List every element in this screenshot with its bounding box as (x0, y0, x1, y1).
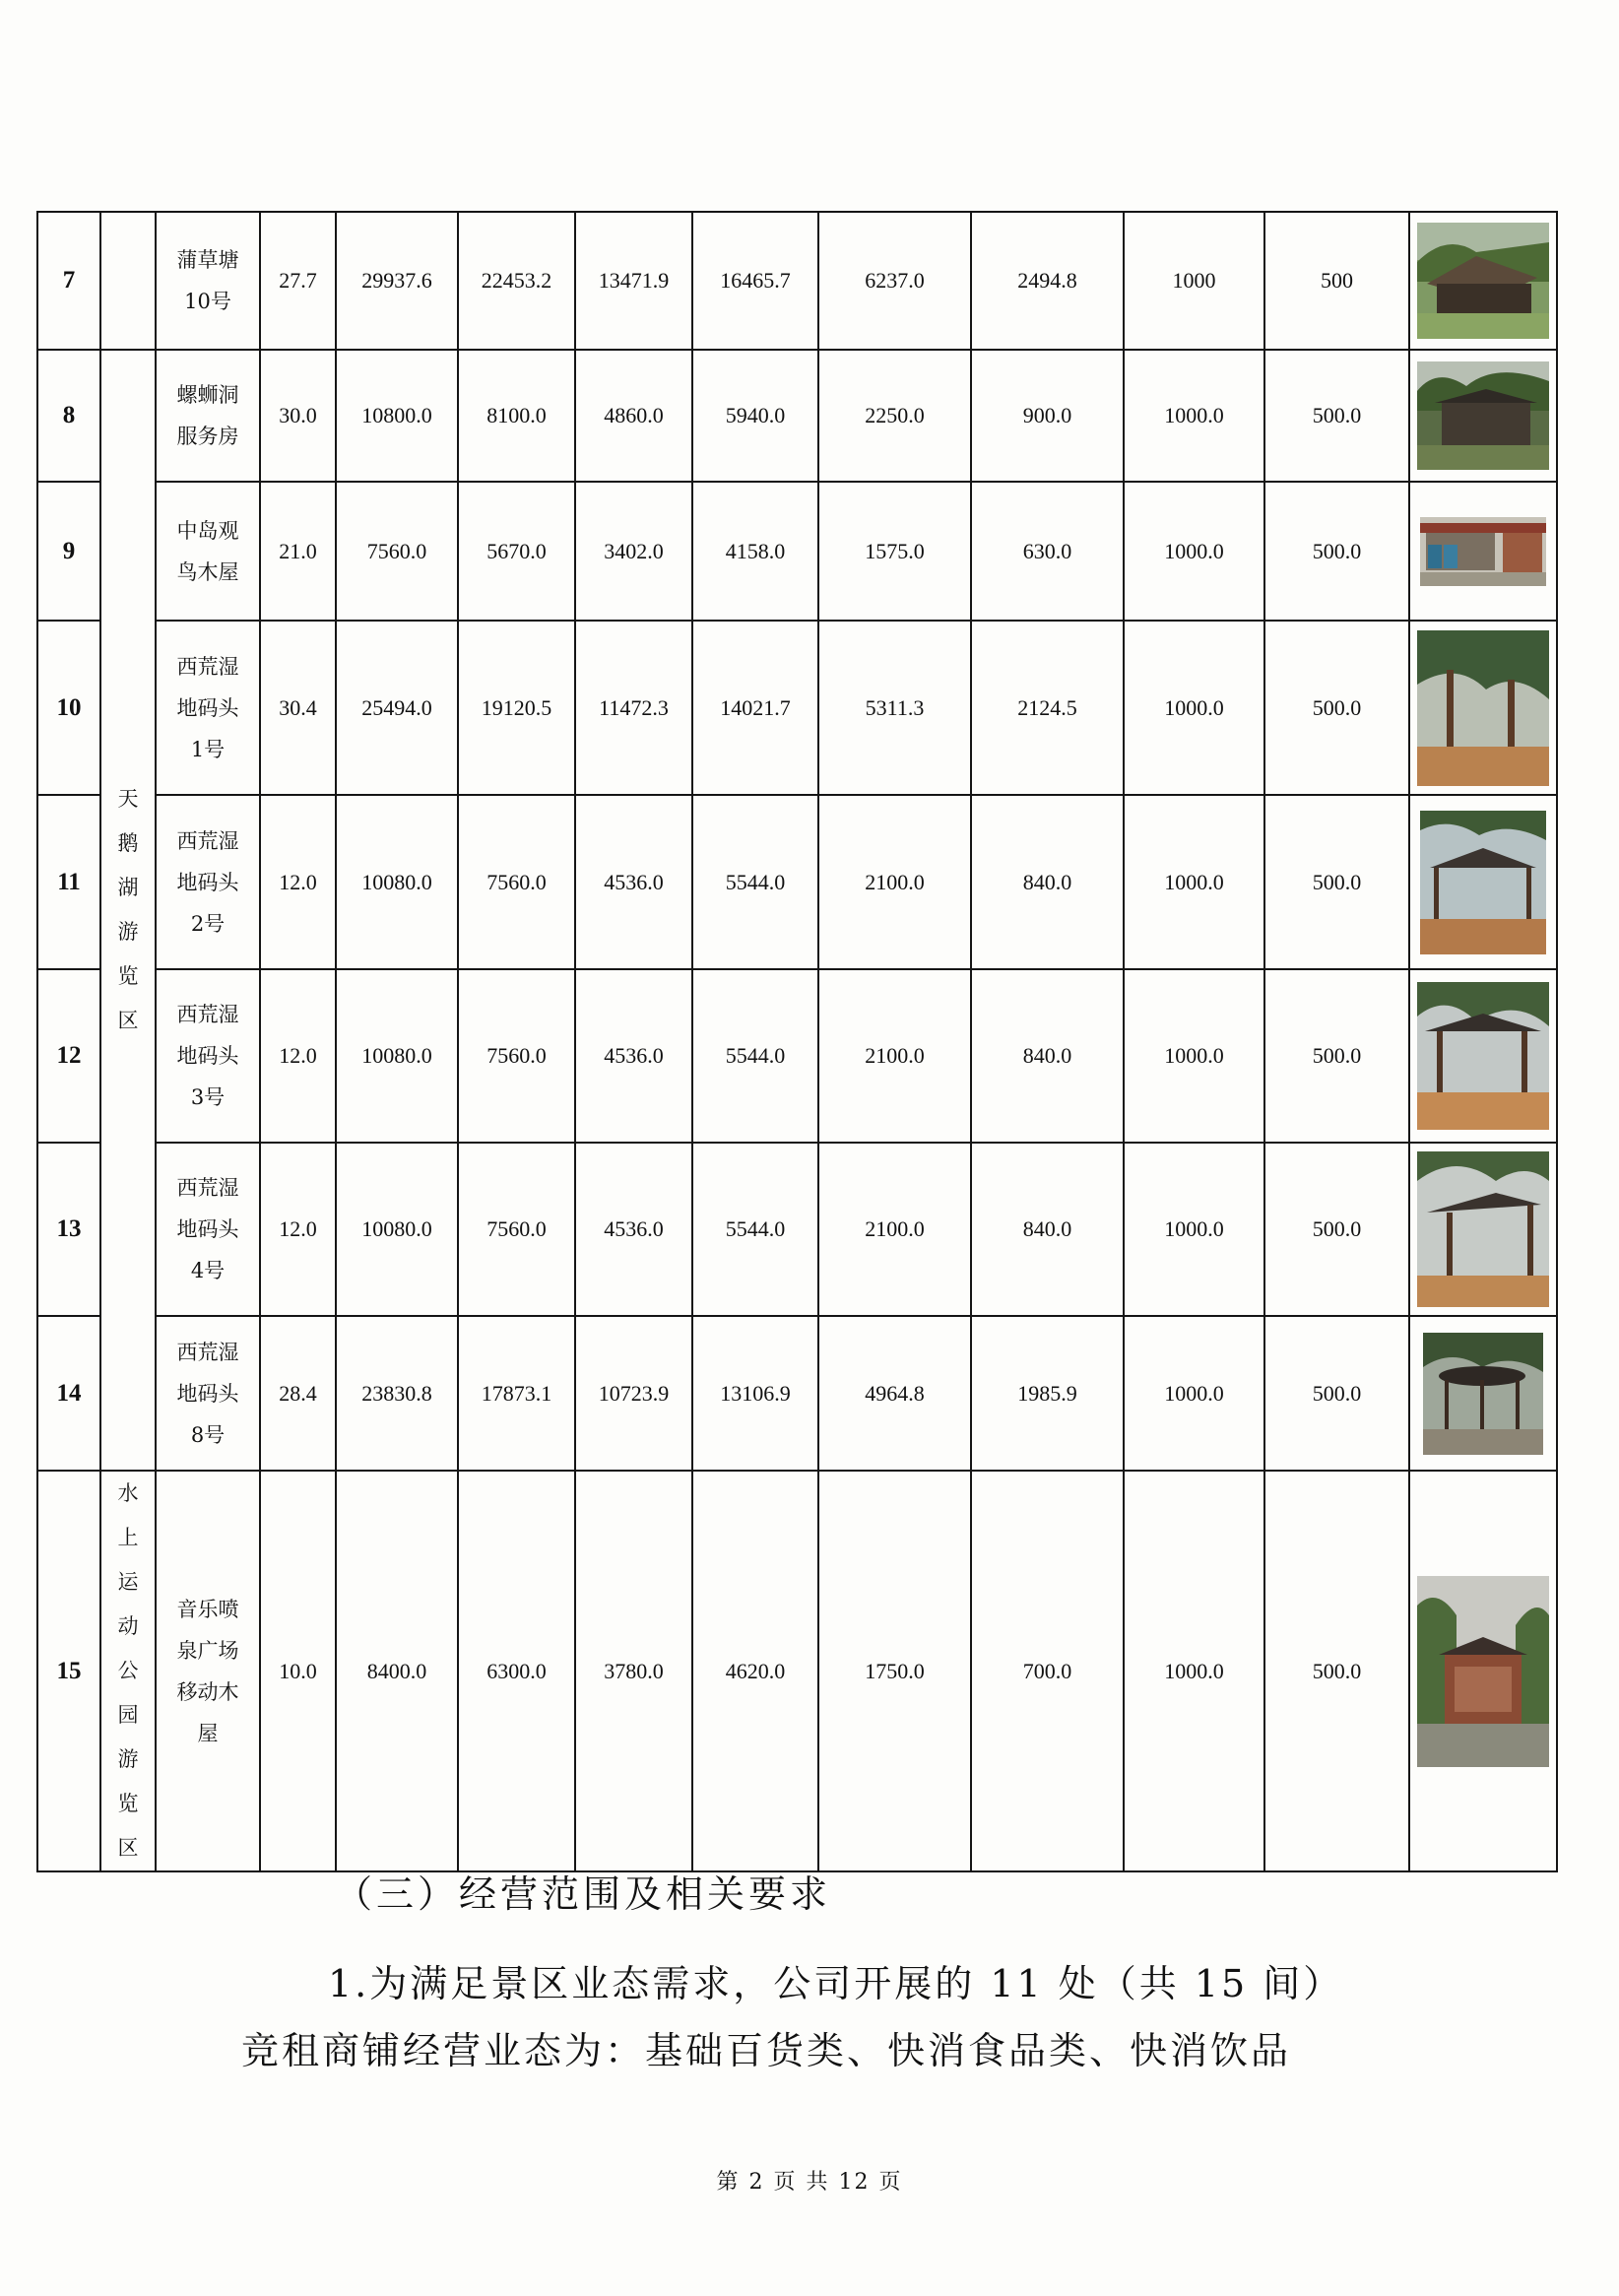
floor-area: 12.0 (260, 969, 336, 1143)
value-5: 5311.3 (818, 621, 971, 795)
row-number: 15 (37, 1471, 100, 1871)
value-6: 900.0 (971, 350, 1124, 482)
value-7: 1000 (1124, 212, 1264, 350)
value-3: 4536.0 (575, 795, 692, 969)
page-footer: 第 2 页 共 12 页 (716, 2170, 903, 2195)
table-row (37, 212, 1557, 350)
floor-area: 30.4 (260, 621, 336, 795)
value-2: 6300.0 (458, 1471, 575, 1871)
shop-name: 西荒湿 地码头 3号 (156, 969, 260, 1143)
photo-cell (1409, 1471, 1557, 1871)
wetland-pier-2-photo (1420, 811, 1546, 954)
value-5: 1575.0 (818, 482, 971, 621)
table-row (37, 621, 1557, 795)
paragraph-line-1: 1.为满足景区业态需求，公司开展的 11 处（共 15 间） (328, 1962, 1344, 2005)
value-5: 1750.0 (818, 1471, 971, 1871)
value-6: 700.0 (971, 1471, 1124, 1871)
value-7: 1000.0 (1124, 621, 1264, 795)
photo-cell (1409, 969, 1557, 1143)
value-6: 840.0 (971, 1143, 1124, 1316)
value-1: 10080.0 (336, 969, 458, 1143)
value-6: 2494.8 (971, 212, 1124, 350)
value-7: 1000.0 (1124, 795, 1264, 969)
value-3: 3780.0 (575, 1471, 692, 1871)
value-1: 7560.0 (336, 482, 458, 621)
floor-area: 21.0 (260, 482, 336, 621)
value-8: 500.0 (1264, 350, 1409, 482)
area-water-sports: 水 上 运 动 公 园 游 览 区 (100, 1471, 156, 1871)
value-3: 4536.0 (575, 1143, 692, 1316)
row-number: 13 (37, 1143, 100, 1316)
table-row (37, 1316, 1557, 1471)
value-8: 500.0 (1264, 1471, 1409, 1871)
photo-cell (1409, 621, 1557, 795)
value-1: 23830.8 (336, 1316, 458, 1471)
value-2: 17873.1 (458, 1316, 575, 1471)
value-8: 500 (1264, 212, 1409, 350)
value-4: 4620.0 (692, 1471, 818, 1871)
value-5: 4964.8 (818, 1316, 971, 1471)
value-5: 2100.0 (818, 795, 971, 969)
value-6: 840.0 (971, 795, 1124, 969)
shop-name: 西荒湿 地码头 1号 (156, 621, 260, 795)
value-1: 8400.0 (336, 1471, 458, 1871)
photo-cell (1409, 795, 1557, 969)
photo-cell (1409, 350, 1557, 482)
floor-area: 28.4 (260, 1316, 336, 1471)
section-heading: （三）经营范围及相关要求 (335, 1872, 832, 1916)
row-number: 12 (37, 969, 100, 1143)
row-number: 10 (37, 621, 100, 795)
service-house-photo (1417, 361, 1549, 470)
value-5: 6237.0 (818, 212, 971, 350)
table-row (37, 482, 1557, 621)
value-1: 10800.0 (336, 350, 458, 482)
value-4: 5940.0 (692, 350, 818, 482)
value-4: 14021.7 (692, 621, 818, 795)
value-3: 13471.9 (575, 212, 692, 350)
value-8: 500.0 (1264, 969, 1409, 1143)
value-2: 8100.0 (458, 350, 575, 482)
value-1: 29937.6 (336, 212, 458, 350)
value-2: 5670.0 (458, 482, 575, 621)
wetland-pier-8-photo (1423, 1333, 1543, 1455)
value-7: 1000.0 (1124, 1471, 1264, 1871)
value-2: 7560.0 (458, 1143, 575, 1316)
value-2: 19120.5 (458, 621, 575, 795)
floor-area: 10.0 (260, 1471, 336, 1871)
value-4: 5544.0 (692, 795, 818, 969)
value-7: 1000.0 (1124, 1316, 1264, 1471)
paragraph (241, 1950, 1384, 2084)
table-row (37, 350, 1557, 482)
row-number: 9 (37, 482, 100, 621)
area-cell-empty (100, 212, 156, 350)
photo-cell (1409, 212, 1557, 350)
value-5: 2100.0 (818, 969, 971, 1143)
row-number: 11 (37, 795, 100, 969)
wetland-pier-4-photo (1417, 1151, 1549, 1307)
mobile-wooden-house-photo (1417, 1576, 1549, 1767)
value-7: 1000.0 (1124, 1143, 1264, 1316)
value-1: 10080.0 (336, 1143, 458, 1316)
value-1: 10080.0 (336, 795, 458, 969)
value-8: 500.0 (1264, 621, 1409, 795)
value-3: 4536.0 (575, 969, 692, 1143)
value-8: 500.0 (1264, 1143, 1409, 1316)
table-row (37, 795, 1557, 969)
paragraph-line-2: 竞租商铺经营业态为：基础百货类、快消食品类、快消饮品 (241, 2029, 1292, 2072)
photo-cell (1409, 482, 1557, 621)
value-3: 3402.0 (575, 482, 692, 621)
value-6: 630.0 (971, 482, 1124, 621)
value-6: 2124.5 (971, 621, 1124, 795)
shop-name: 西荒湿 地码头 2号 (156, 795, 260, 969)
table-row (37, 1471, 1557, 1871)
shop-name: 西荒湿 地码头 4号 (156, 1143, 260, 1316)
value-6: 840.0 (971, 969, 1124, 1143)
value-1: 25494.0 (336, 621, 458, 795)
value-3: 11472.3 (575, 621, 692, 795)
value-4: 13106.9 (692, 1316, 818, 1471)
photo-cell (1409, 1316, 1557, 1471)
value-6: 1985.9 (971, 1316, 1124, 1471)
shop-name: 中岛观 鸟木屋 (156, 482, 260, 621)
floor-area: 27.7 (260, 212, 336, 350)
row-number: 8 (37, 350, 100, 482)
floor-area: 12.0 (260, 1143, 336, 1316)
shop-name: 音乐喷 泉广场 移动木 屋 (156, 1471, 260, 1871)
wetland-pier-3-photo (1417, 982, 1549, 1130)
shop-name: 蒲草塘 10号 (156, 212, 260, 350)
value-3: 4860.0 (575, 350, 692, 482)
bird-watching-hut-photo (1420, 517, 1546, 586)
value-3: 10723.9 (575, 1316, 692, 1471)
floor-area: 30.0 (260, 350, 336, 482)
value-4: 16465.7 (692, 212, 818, 350)
value-7: 1000.0 (1124, 350, 1264, 482)
value-2: 7560.0 (458, 795, 575, 969)
value-2: 22453.2 (458, 212, 575, 350)
wetland-pier-1-photo (1417, 630, 1549, 786)
value-7: 1000.0 (1124, 969, 1264, 1143)
value-5: 2100.0 (818, 1143, 971, 1316)
value-4: 4158.0 (692, 482, 818, 621)
value-8: 500.0 (1264, 482, 1409, 621)
floor-area: 12.0 (260, 795, 336, 969)
rustic-shed-photo (1417, 223, 1549, 339)
value-2: 7560.0 (458, 969, 575, 1143)
row-number: 14 (37, 1316, 100, 1471)
value-8: 500.0 (1264, 795, 1409, 969)
shop-name: 螺蛳洞 服务房 (156, 350, 260, 482)
value-4: 5544.0 (692, 969, 818, 1143)
table-row (37, 1143, 1557, 1316)
photo-cell (1409, 1143, 1557, 1316)
table-row (37, 969, 1557, 1143)
area-swan-lake: 天 鹅 湖 游 览 区 (100, 350, 156, 1471)
row-number: 7 (37, 212, 100, 350)
value-8: 500.0 (1264, 1316, 1409, 1471)
value-7: 1000.0 (1124, 482, 1264, 621)
value-5: 2250.0 (818, 350, 971, 482)
shop-rental-table (36, 211, 1558, 1872)
value-4: 5544.0 (692, 1143, 818, 1316)
shop-name: 西荒湿 地码头 8号 (156, 1316, 260, 1471)
